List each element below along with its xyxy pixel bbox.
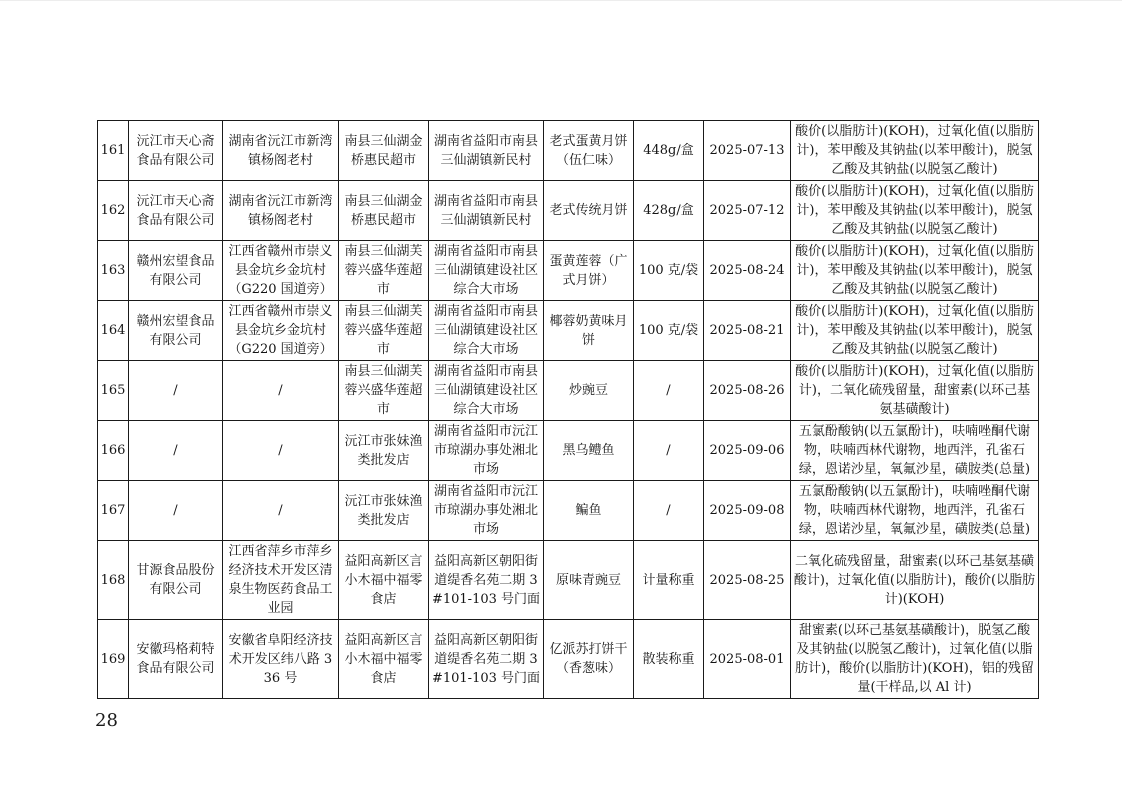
table-row bbox=[98, 481, 1039, 541]
cell-company-address: 江西省赣州市崇义县金坑乡金坑村（G220 国道旁） bbox=[223, 301, 339, 361]
cell-seller-address: 益阳高新区朝阳街道缇香名苑二期 3#101-103 号门面 bbox=[429, 620, 544, 699]
cell-specification: 100 克/袋 bbox=[634, 301, 704, 361]
cell-production-date: 2025-08-26 bbox=[704, 361, 791, 421]
cell-product-name: 原味青豌豆 bbox=[544, 541, 634, 620]
cell-company-address: 安徽省阜阳经济技术开发区纬八路 336 号 bbox=[223, 620, 339, 699]
cell-company-address: 江西省赣州市崇义县金坑乡金坑村（G220 国道旁） bbox=[223, 241, 339, 301]
cell-row-number: 165 bbox=[98, 361, 129, 421]
cell-row-number: 168 bbox=[98, 541, 129, 620]
cell-product-name: 老式传统月饼 bbox=[544, 181, 634, 241]
cell-test-items: 酸价(以脂肪计)(KOH)，过氧化值(以脂肪计)，苯甲酸及其钠盐(以苯甲酸计)，脱氢乙酸及其钠盐(以脱氢乙酸计) bbox=[791, 301, 1039, 361]
cell-row-number: 166 bbox=[98, 421, 129, 481]
table-row bbox=[98, 181, 1039, 241]
cell-product-name: 亿派苏打饼干（香葱味） bbox=[544, 620, 634, 699]
cell-test-items: 五氯酚酸钠(以五氯酚计)，呋喃唑酮代谢物，呋喃西林代谢物，地西泮，孔雀石绿，恩诺沙星，氧氟沙星，磺胺类(总量) bbox=[791, 481, 1039, 541]
cell-company-address: 湖南省沅江市新湾镇杨阁老村 bbox=[223, 121, 339, 181]
cell-product-name: 炒豌豆 bbox=[544, 361, 634, 421]
cell-test-items: 酸价(以脂肪计)(KOH)，过氧化值(以脂肪计)，苯甲酸及其钠盐(以苯甲酸计)，脱氢乙酸及其钠盐(以脱氢乙酸计) bbox=[791, 241, 1039, 301]
cell-seller-name: 益阳高新区言小木福中福零食店 bbox=[339, 620, 429, 699]
cell-specification: / bbox=[634, 421, 704, 481]
table-row bbox=[98, 361, 1039, 421]
cell-test-items: 二氧化硫残留量，甜蜜素(以环己基氨基磺酸计)，过氧化值(以脂肪计)，酸价(以脂肪计)(KOH) bbox=[791, 541, 1039, 620]
cell-seller-name: 南县三仙湖芙蓉兴盛华莲超市 bbox=[339, 301, 429, 361]
cell-seller-name: 益阳高新区言小木福中福零食店 bbox=[339, 541, 429, 620]
cell-row-number: 162 bbox=[98, 181, 129, 241]
cell-product-name: 鳊鱼 bbox=[544, 481, 634, 541]
cell-production-date: 2025-08-01 bbox=[704, 620, 791, 699]
cell-production-date: 2025-07-13 bbox=[704, 121, 791, 181]
cell-production-date: 2025-09-06 bbox=[704, 421, 791, 481]
cell-row-number: 163 bbox=[98, 241, 129, 301]
cell-company-address: / bbox=[223, 361, 339, 421]
cell-specification: / bbox=[634, 361, 704, 421]
cell-company-name: / bbox=[129, 361, 223, 421]
cell-production-date: 2025-08-25 bbox=[704, 541, 791, 620]
sampling-results-table bbox=[97, 120, 1039, 699]
cell-company-name: 沅江市天心斋食品有限公司 bbox=[129, 181, 223, 241]
cell-seller-address: 湖南省益阳市南县三仙湖镇新民村 bbox=[429, 181, 544, 241]
cell-row-number: 161 bbox=[98, 121, 129, 181]
cell-seller-name: 南县三仙湖金桥惠民超市 bbox=[339, 121, 429, 181]
cell-seller-name: 南县三仙湖芙蓉兴盛华莲超市 bbox=[339, 241, 429, 301]
cell-test-items: 酸价(以脂肪计)(KOH)，过氧化值(以脂肪计)，二氧化硫残留量，甜蜜素(以环己基氨基磺酸计) bbox=[791, 361, 1039, 421]
cell-specification: 计量称重 bbox=[634, 541, 704, 620]
cell-specification: / bbox=[634, 481, 704, 541]
cell-company-address: 湖南省沅江市新湾镇杨阁老村 bbox=[223, 181, 339, 241]
table-row bbox=[98, 241, 1039, 301]
cell-production-date: 2025-07-12 bbox=[704, 181, 791, 241]
cell-company-address: 江西省萍乡市萍乡经济技术开发区清泉生物医药食品工业园 bbox=[223, 541, 339, 620]
cell-seller-address: 湖南省益阳市南县三仙湖镇建设社区综合大市场 bbox=[429, 361, 544, 421]
table-row bbox=[98, 421, 1039, 481]
cell-seller-name: 沅江市张妹渔类批发店 bbox=[339, 421, 429, 481]
cell-product-name: 椰蓉奶黄味月饼 bbox=[544, 301, 634, 361]
cell-product-name: 老式蛋黄月饼（伍仁味） bbox=[544, 121, 634, 181]
cell-company-address: / bbox=[223, 421, 339, 481]
cell-specification: 100 克/袋 bbox=[634, 241, 704, 301]
page-number: 28 bbox=[95, 710, 118, 731]
sampling-table-body bbox=[98, 121, 1039, 699]
cell-seller-address: 益阳高新区朝阳街道缇香名苑二期 3#101-103 号门面 bbox=[429, 541, 544, 620]
cell-company-name: / bbox=[129, 481, 223, 541]
cell-seller-address: 湖南省益阳市南县三仙湖镇建设社区综合大市场 bbox=[429, 301, 544, 361]
cell-company-name: 沅江市天心斋食品有限公司 bbox=[129, 121, 223, 181]
cell-company-name: 安徽玛格莉特食品有限公司 bbox=[129, 620, 223, 699]
cell-seller-address: 湖南省益阳市沅江市琼湖办事处湘北市场 bbox=[429, 421, 544, 481]
cell-test-items: 甜蜜素(以环己基氨基磺酸计)，脱氢乙酸及其钠盐(以脱氢乙酸计)，过氧化值(以脂肪计)，酸价(以脂肪计)(KOH)，铝的残留量(干样品,以 Al 计) bbox=[791, 620, 1039, 699]
cell-company-address: / bbox=[223, 481, 339, 541]
cell-company-name: 甘源食品股份有限公司 bbox=[129, 541, 223, 620]
cell-row-number: 169 bbox=[98, 620, 129, 699]
table-row bbox=[98, 541, 1039, 620]
cell-seller-name: 南县三仙湖金桥惠民超市 bbox=[339, 181, 429, 241]
cell-production-date: 2025-08-24 bbox=[704, 241, 791, 301]
cell-specification: 散装称重 bbox=[634, 620, 704, 699]
cell-production-date: 2025-09-08 bbox=[704, 481, 791, 541]
table-row bbox=[98, 121, 1039, 181]
table-row bbox=[98, 620, 1039, 699]
cell-company-name: / bbox=[129, 421, 223, 481]
cell-specification: 448g/盒 bbox=[634, 121, 704, 181]
cell-company-name: 赣州宏望食品有限公司 bbox=[129, 241, 223, 301]
cell-production-date: 2025-08-21 bbox=[704, 301, 791, 361]
cell-product-name: 蛋黄莲蓉（广式月饼） bbox=[544, 241, 634, 301]
cell-row-number: 167 bbox=[98, 481, 129, 541]
cell-test-items: 酸价(以脂肪计)(KOH)，过氧化值(以脂肪计)，苯甲酸及其钠盐(以苯甲酸计)，脱氢乙酸及其钠盐(以脱氢乙酸计) bbox=[791, 121, 1039, 181]
cell-specification: 428g/盒 bbox=[634, 181, 704, 241]
cell-seller-address: 湖南省益阳市南县三仙湖镇建设社区综合大市场 bbox=[429, 241, 544, 301]
cell-seller-address: 湖南省益阳市南县三仙湖镇新民村 bbox=[429, 121, 544, 181]
cell-test-items: 酸价(以脂肪计)(KOH)，过氧化值(以脂肪计)，苯甲酸及其钠盐(以苯甲酸计)，脱氢乙酸及其钠盐(以脱氢乙酸计) bbox=[791, 181, 1039, 241]
cell-row-number: 164 bbox=[98, 301, 129, 361]
table-row bbox=[98, 301, 1039, 361]
cell-seller-name: 南县三仙湖芙蓉兴盛华莲超市 bbox=[339, 361, 429, 421]
cell-company-name: 赣州宏望食品有限公司 bbox=[129, 301, 223, 361]
cell-seller-name: 沅江市张妹渔类批发店 bbox=[339, 481, 429, 541]
cell-seller-address: 湖南省益阳市沅江市琼湖办事处湘北市场 bbox=[429, 481, 544, 541]
cell-product-name: 黑乌鳢鱼 bbox=[544, 421, 634, 481]
cell-test-items: 五氯酚酸钠(以五氯酚计)，呋喃唑酮代谢物，呋喃西林代谢物，地西泮，孔雀石绿，恩诺沙星，氧氟沙星，磺胺类(总量) bbox=[791, 421, 1039, 481]
